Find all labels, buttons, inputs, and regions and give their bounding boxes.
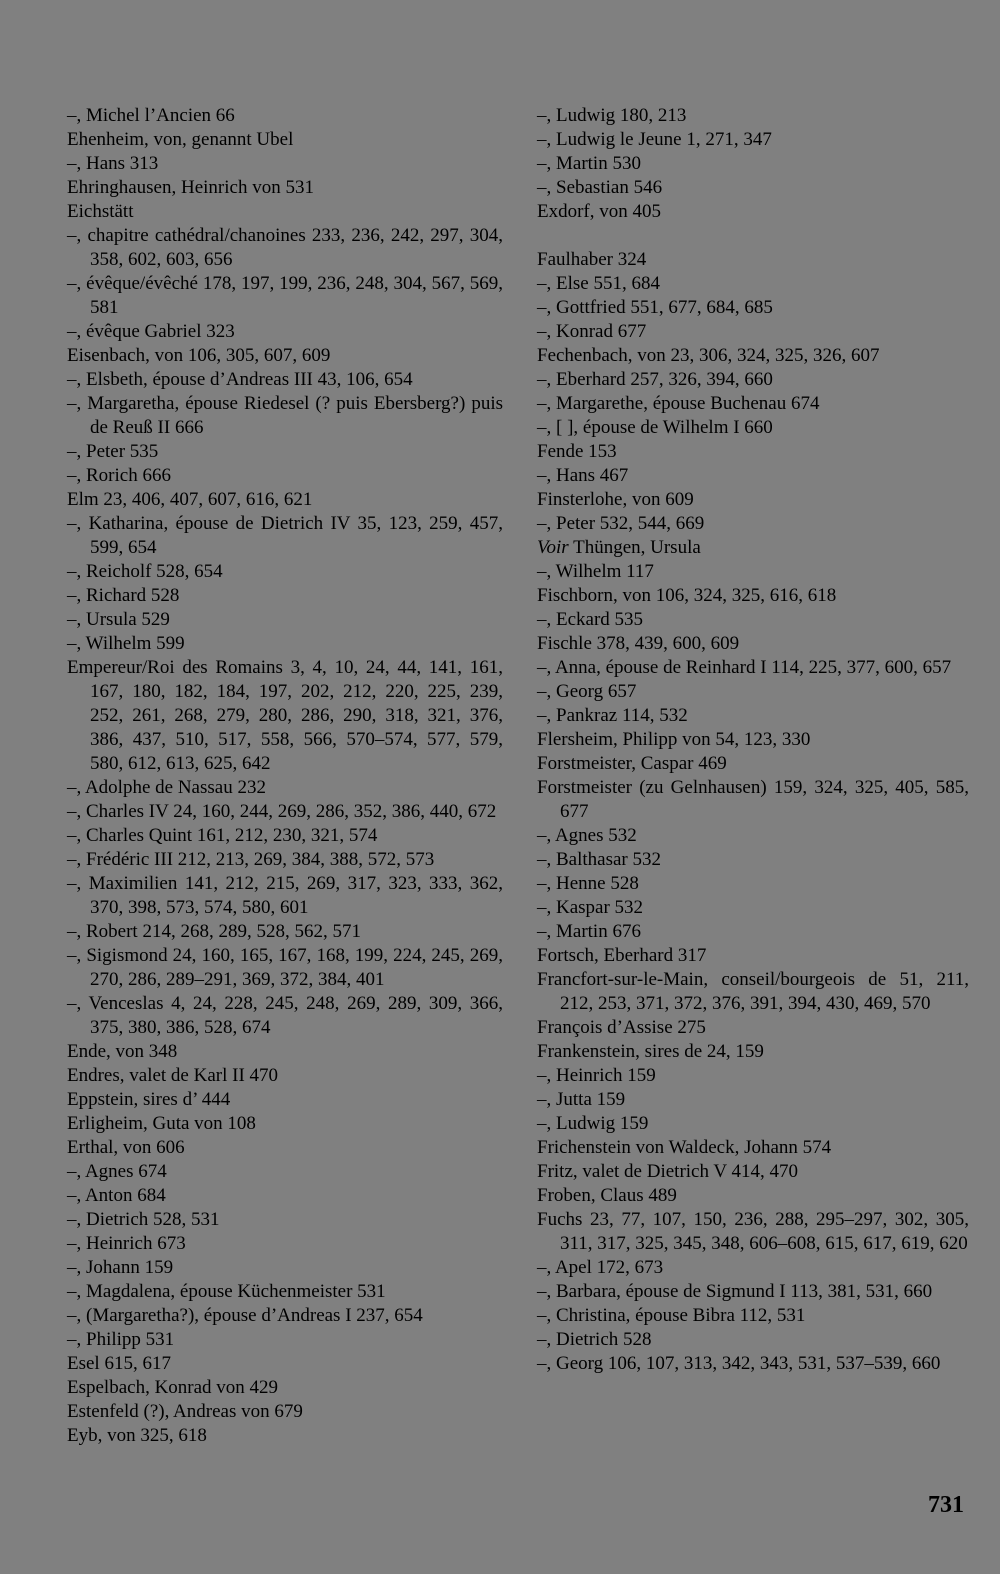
index-entry: –, Sigismond 24, 160, 165, 167, 168, 199, 224, 245, 269, 270, 286, 289–291, 369, 372, 384, 401 bbox=[67, 945, 503, 990]
index-entry: –, Eckard 535 bbox=[537, 609, 644, 630]
index-entry: –, Magdalena, épouse Küchenmeister 531 bbox=[67, 1281, 386, 1302]
index-entry: –, Frédéric III 212, 213, 269, 384, 388, 572, 573 bbox=[67, 849, 435, 870]
index-entry: Fechenbach, von 23, 306, 324, 325, 326, 607 bbox=[537, 345, 880, 366]
index-entry: Forstmeister, Caspar 469 bbox=[537, 753, 727, 774]
index-entry: François d’Assise 275 bbox=[537, 1017, 706, 1038]
index-entry: –, (Margaretha?), épouse d’Andreas I 237, 654 bbox=[67, 1305, 423, 1326]
page-number: 731 bbox=[928, 1492, 964, 1518]
index-entry: Frichenstein von Waldeck, Johann 574 bbox=[537, 1137, 832, 1158]
index-entry: –, [ ], épouse de Wilhelm I 660 bbox=[537, 417, 773, 438]
index-entry: –, Martin 530 bbox=[537, 153, 641, 174]
index-entry: Voir Thüngen, Ursula bbox=[537, 537, 701, 558]
index-entry: Erligheim, Guta von 108 bbox=[67, 1113, 256, 1134]
index-entry: –, Philipp 531 bbox=[67, 1329, 175, 1350]
index-entry bbox=[537, 224, 969, 248]
index-entry: –, Richard 528 bbox=[67, 585, 180, 606]
index-entry: –, Agnes 674 bbox=[67, 1161, 167, 1182]
index-entry: Erthal, von 606 bbox=[67, 1137, 185, 1158]
index-entry: –, Venceslas 4, 24, 228, 245, 248, 269, 289, 309, 366, 375, 380, 386, 528, 674 bbox=[67, 993, 503, 1038]
index-entry: –, Eberhard 257, 326, 394, 660 bbox=[537, 369, 773, 390]
index-entry: –, Pankraz 114, 532 bbox=[537, 705, 688, 726]
index-entry: Flersheim, Philipp von 54, 123, 330 bbox=[537, 729, 811, 750]
index-entry: –, Maximilien 141, 212, 215, 269, 317, 323, 333, 362, 370, 398, 573, 574, 580, 601 bbox=[67, 873, 503, 918]
index-entry: –, Anton 684 bbox=[67, 1185, 166, 1206]
index-entry: –, Jutta 159 bbox=[537, 1089, 626, 1110]
index-entry: Fischle 378, 439, 600, 609 bbox=[537, 633, 740, 654]
index-entry: Ende, von 348 bbox=[67, 1041, 178, 1062]
index-entry: Fuchs 23, 77, 107, 150, 236, 288, 295–297, 302, 305, 311, 317, 325, 345, 348, 606–608, 615, 617, 619, 620 bbox=[537, 1209, 969, 1254]
index-entry: –, Elsbeth, épouse d’Andreas III 43, 106, 654 bbox=[67, 369, 413, 390]
index-entry: Esel 615, 617 bbox=[67, 1353, 171, 1374]
index-entry: Endres, valet de Karl II 470 bbox=[67, 1065, 279, 1086]
index-entry: –, Johann 159 bbox=[67, 1257, 174, 1278]
index-entry: Forstmeister (zu Gelnhausen) 159, 324, 325, 405, 585, 677 bbox=[537, 777, 969, 822]
index-entry: –, Charles IV 24, 160, 244, 269, 286, 352, 386, 440, 672 bbox=[67, 801, 497, 822]
index-entry: –, Georg 106, 107, 313, 342, 343, 531, 537–539, 660 bbox=[537, 1353, 941, 1374]
index-entry: –, Christina, épouse Bibra 112, 531 bbox=[537, 1305, 806, 1326]
index-entry: –, chapitre cathédral/chanoines 233, 236, 242, 297, 304, 358, 602, 603, 656 bbox=[67, 225, 503, 270]
index-entry: –, Else 551, 684 bbox=[537, 273, 660, 294]
index-entry: Froben, Claus 489 bbox=[537, 1185, 677, 1206]
index-entry: –, Katharina, épouse de Dietrich IV 35, 123, 259, 457, 599, 654 bbox=[67, 513, 503, 558]
index-entry: –, Dietrich 528 bbox=[537, 1329, 652, 1350]
index-column-left bbox=[67, 104, 503, 1448]
index-entry: Estenfeld (?), Andreas von 679 bbox=[67, 1401, 303, 1422]
index-entry: –, évêque Gabriel 323 bbox=[67, 321, 235, 342]
index-entry: Eichstätt bbox=[67, 201, 134, 222]
index-entry: –, Reicholf 528, 654 bbox=[67, 561, 223, 582]
index-entry: Eisenbach, von 106, 305, 607, 609 bbox=[67, 345, 331, 366]
index-entry: Fritz, valet de Dietrich V 414, 470 bbox=[537, 1161, 799, 1182]
index-entry: Frankenstein, sires de 24, 159 bbox=[537, 1041, 764, 1062]
index-entry: –, Peter 532, 544, 669 bbox=[537, 513, 705, 534]
index-entry: Francfort-sur-le-Main, conseil/bourgeois de 51, 211, 212, 253, 371, 372, 376, 391, 394, 430, 469, 570 bbox=[537, 969, 969, 1014]
index-entry: –, Michel l’Ancien 66 bbox=[67, 105, 235, 126]
index-entry: –, Henne 528 bbox=[537, 873, 639, 894]
index-entry: –, Ursula 529 bbox=[67, 609, 170, 630]
index-entry: –, Ludwig 159 bbox=[537, 1113, 649, 1134]
index-entry: –, Balthasar 532 bbox=[537, 849, 662, 870]
index-entry: Eyb, von 325, 618 bbox=[67, 1425, 207, 1446]
index-entry: Espelbach, Konrad von 429 bbox=[67, 1377, 279, 1398]
index-entry: –, Adolphe de Nassau 232 bbox=[67, 777, 266, 798]
index-entry: Fende 153 bbox=[537, 441, 617, 462]
index-entry: –, Margaretha, épouse Riedesel (? puis Ebersberg?) puis de Reuß II 666 bbox=[67, 393, 503, 438]
index-entry: –, Wilhelm 117 bbox=[537, 561, 654, 582]
index-entry: –, Agnes 532 bbox=[537, 825, 637, 846]
index-column-right bbox=[537, 104, 969, 1376]
index-entry: –, Dietrich 528, 531 bbox=[67, 1209, 220, 1230]
index-entry: –, Ludwig le Jeune 1, 271, 347 bbox=[537, 129, 772, 150]
index-entry: –, évêque/évêché 178, 197, 199, 236, 248, 304, 567, 569, 581 bbox=[67, 273, 503, 318]
index-entry: –, Sebastian 546 bbox=[537, 177, 663, 198]
index-entry: –, Charles Quint 161, 212, 230, 321, 574 bbox=[67, 825, 378, 846]
index-entry: –, Konrad 677 bbox=[537, 321, 647, 342]
index-entry: –, Peter 535 bbox=[67, 441, 159, 462]
index-entry: Empereur/Roi des Romains 3, 4, 10, 24, 44, 141, 161, 167, 180, 182, 184, 197, 202, 212, 220, 225, 239, 252, 261, 268, 279, 280, 286, 290, 318, 321, 376, 386, 437, 510, 517, 558, 566, 570–574, 577, 579, 580, 612, 613, 625, 642 bbox=[67, 657, 503, 774]
index-entry: –, Margarethe, épouse Buchenau 674 bbox=[537, 393, 820, 414]
index-entry: –, Hans 467 bbox=[537, 465, 629, 486]
index-entry: Elm 23, 406, 407, 607, 616, 621 bbox=[67, 489, 313, 510]
index-entry: –, Heinrich 159 bbox=[537, 1065, 656, 1086]
index-entry: –, Georg 657 bbox=[537, 681, 637, 702]
index-entry: –, Martin 676 bbox=[537, 921, 641, 942]
index-entry: –, Barbara, épouse de Sigmund I 113, 381, 531, 660 bbox=[537, 1281, 933, 1302]
index-entry: Ehenheim, von, genannt Ubel bbox=[67, 129, 294, 150]
index-entry: –, Anna, épouse de Reinhard I 114, 225, 377, 600, 657 bbox=[537, 657, 952, 678]
index-entry: –, Gottfried 551, 677, 684, 685 bbox=[537, 297, 773, 318]
index-entry: –, Hans 313 bbox=[67, 153, 159, 174]
index-entry: –, Wilhelm 599 bbox=[67, 633, 185, 654]
index-entry: Eppstein, sires d’ 444 bbox=[67, 1089, 231, 1110]
index-entry: Ehringhausen, Heinrich von 531 bbox=[67, 177, 314, 198]
index-entry: –, Apel 172, 673 bbox=[537, 1257, 664, 1278]
index-entry: Exdorf, von 405 bbox=[537, 201, 662, 222]
index-entry: –, Rorich 666 bbox=[67, 465, 171, 486]
index-entry: Fortsch, Eberhard 317 bbox=[537, 945, 707, 966]
index-entry: –, Ludwig 180, 213 bbox=[537, 105, 687, 126]
index-entry: –, Kaspar 532 bbox=[537, 897, 644, 918]
index-entry: –, Robert 214, 268, 289, 528, 562, 571 bbox=[67, 921, 361, 942]
index-entry: Finsterlohe, von 609 bbox=[537, 489, 694, 510]
index-entry: –, Heinrich 673 bbox=[67, 1233, 186, 1254]
index-entry: Fischborn, von 106, 324, 325, 616, 618 bbox=[537, 585, 837, 606]
index-entry: Faulhaber 324 bbox=[537, 249, 647, 270]
